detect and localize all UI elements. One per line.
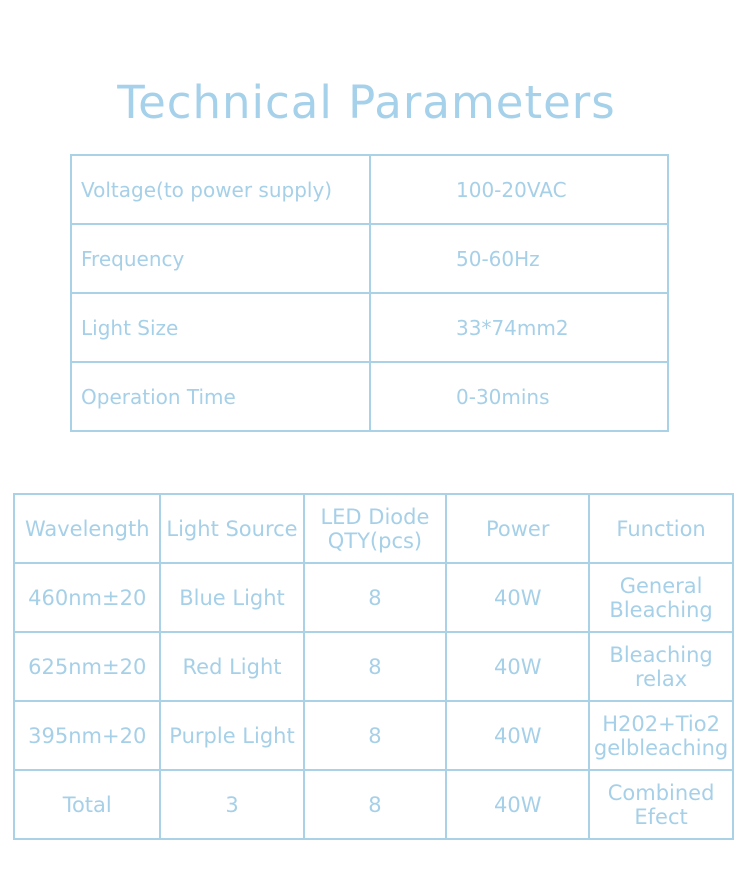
cell-function: Bleaching relax [589, 632, 733, 701]
table-row [14, 701, 733, 770]
cell-function: Combined Efect [589, 770, 733, 839]
header-light-source: Light Source [160, 494, 303, 563]
page-title: Technical Parameters [117, 76, 616, 129]
header-function: Function [589, 494, 733, 563]
cell-light-source: 3 [160, 770, 303, 839]
param-label: Frequency [71, 224, 370, 293]
table-row [14, 563, 733, 632]
param-value: 100-20VAC [370, 155, 668, 224]
cell-power: 40W [446, 701, 589, 770]
param-label: Voltage(to power supply) [71, 155, 370, 224]
header-wavelength: Wavelength [14, 494, 160, 563]
param-value: 50-60Hz [370, 224, 668, 293]
cell-power: 40W [446, 632, 589, 701]
light-specs-table [13, 493, 734, 840]
table-row [71, 293, 668, 362]
cell-wavelength: 395nm+20 [14, 701, 160, 770]
cell-wavelength: 625nm±20 [14, 632, 160, 701]
param-label: Light Size [71, 293, 370, 362]
param-value: 0-30mins [370, 362, 668, 431]
param-value: 33*74mm2 [370, 293, 668, 362]
table-row [71, 224, 668, 293]
header-power: Power [446, 494, 589, 563]
cell-led-qty: 8 [304, 770, 447, 839]
cell-light-source: Red Light [160, 632, 303, 701]
table-row [71, 155, 668, 224]
cell-led-qty: 8 [304, 701, 447, 770]
cell-light-source: Purple Light [160, 701, 303, 770]
cell-power: 40W [446, 770, 589, 839]
cell-function: H202+Tio2 gelbleaching [589, 701, 733, 770]
table-row [14, 770, 733, 839]
cell-led-qty: 8 [304, 632, 447, 701]
cell-wavelength: Total [14, 770, 160, 839]
cell-power: 40W [446, 563, 589, 632]
cell-light-source: Blue Light [160, 563, 303, 632]
table-row [14, 632, 733, 701]
cell-led-qty: 8 [304, 563, 447, 632]
header-led-qty: LED Diode QTY(pcs) [304, 494, 447, 563]
cell-wavelength: 460nm±20 [14, 563, 160, 632]
technical-parameters-table [70, 154, 669, 432]
table-row [71, 362, 668, 431]
table-header-row [14, 494, 733, 563]
cell-function: General Bleaching [589, 563, 733, 632]
param-label: Operation Time [71, 362, 370, 431]
